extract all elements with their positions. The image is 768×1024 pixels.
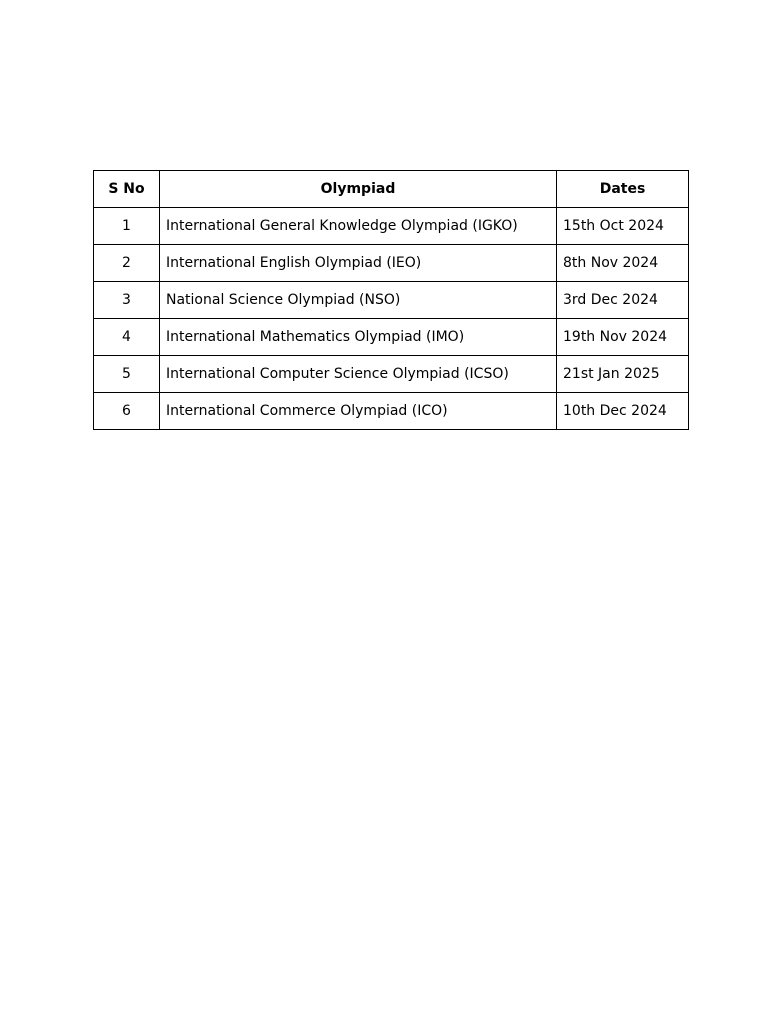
table-row	[94, 282, 689, 319]
cell-date: 3rd Dec 2024	[557, 282, 689, 319]
header-dates: Dates	[557, 171, 689, 208]
cell-date: 21st Jan 2025	[557, 356, 689, 393]
table-row	[94, 245, 689, 282]
header-sno: S No	[94, 171, 160, 208]
table-header	[94, 171, 689, 208]
table-row	[94, 208, 689, 245]
cell-olympiad: International Computer Science Olympiad (ICSO)	[160, 356, 557, 393]
cell-date: 8th Nov 2024	[557, 245, 689, 282]
cell-sno: 5	[94, 356, 160, 393]
cell-olympiad: International English Olympiad (IEO)	[160, 245, 557, 282]
table-row	[94, 393, 689, 430]
table-row	[94, 356, 689, 393]
cell-olympiad: International General Knowledge Olympiad (IGKO)	[160, 208, 557, 245]
cell-date: 15th Oct 2024	[557, 208, 689, 245]
header-olympiad: Olympiad	[160, 171, 557, 208]
cell-olympiad: International Mathematics Olympiad (IMO)	[160, 319, 557, 356]
table-body	[94, 208, 689, 430]
olympiad-dates-table	[93, 170, 689, 430]
header-row	[94, 171, 689, 208]
cell-sno: 6	[94, 393, 160, 430]
table-row	[94, 319, 689, 356]
cell-olympiad: National Science Olympiad (NSO)	[160, 282, 557, 319]
cell-olympiad: International Commerce Olympiad (ICO)	[160, 393, 557, 430]
cell-date: 19th Nov 2024	[557, 319, 689, 356]
cell-sno: 2	[94, 245, 160, 282]
cell-sno: 1	[94, 208, 160, 245]
cell-date: 10th Dec 2024	[557, 393, 689, 430]
cell-sno: 3	[94, 282, 160, 319]
cell-sno: 4	[94, 319, 160, 356]
